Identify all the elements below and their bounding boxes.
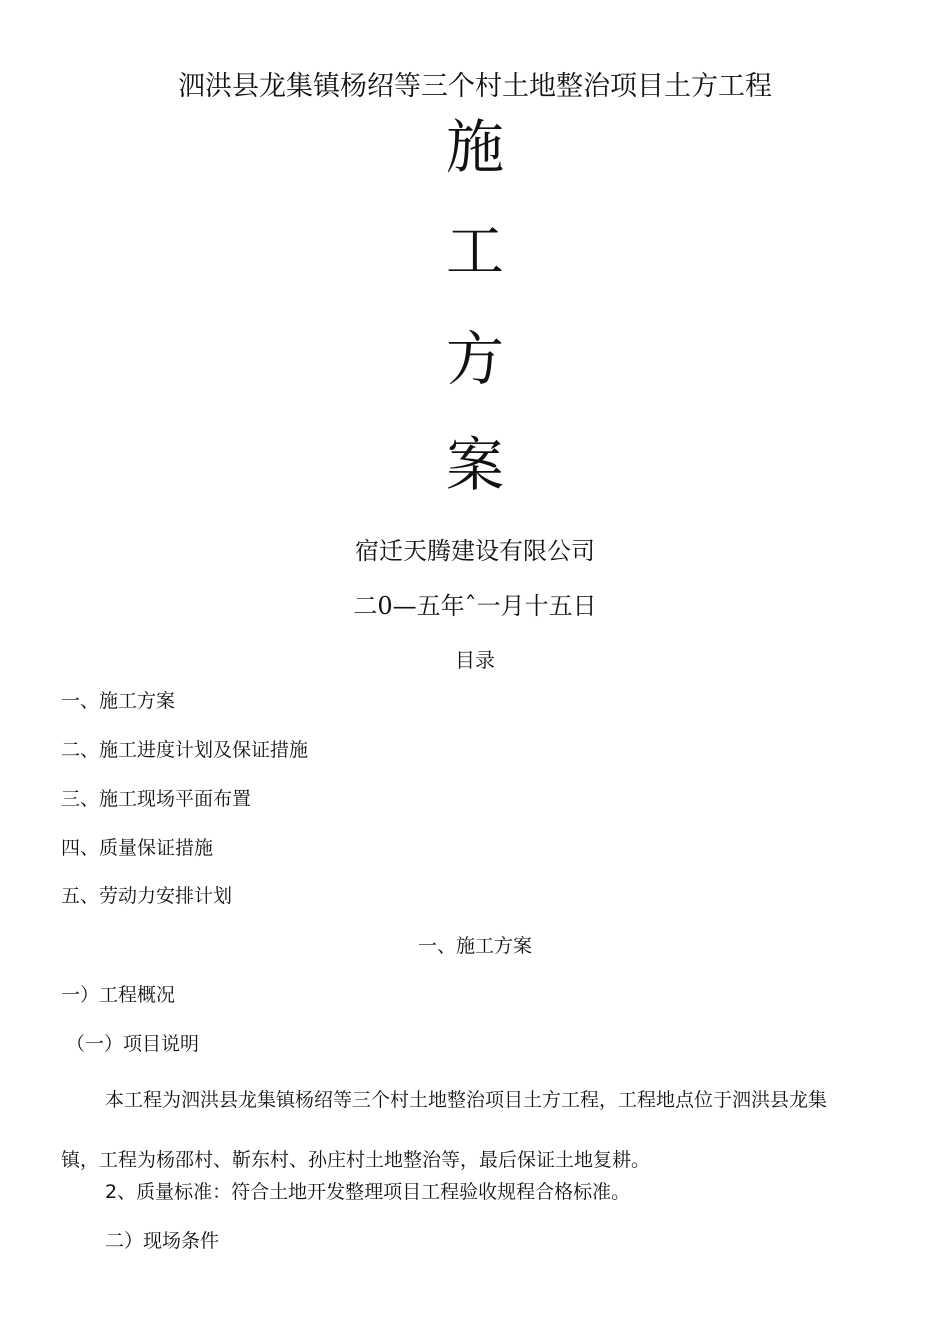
- title-char-4: 案: [445, 431, 504, 499]
- para-prefix: 本工程为: [105, 1089, 182, 1111]
- toc-item: 四、质量保证措施: [61, 837, 214, 859]
- toc-item: 五、劳动力安排计划: [61, 885, 233, 907]
- quality-standard: 2、质量标准：符合土地开发整理项目工程验收规程合格标准。: [105, 1181, 631, 1203]
- title-char-3: 方: [445, 325, 504, 393]
- toc-item: 二、施工进度计划及保证措施: [61, 739, 309, 761]
- document-date: 二0—五年ˆ一月十五日: [353, 592, 597, 620]
- toc-title: 目录: [455, 648, 495, 672]
- title-char-1: 施: [445, 113, 504, 181]
- toc-item: 一、施工方案: [61, 690, 176, 712]
- site-conditions-heading: 二）现场条件: [105, 1230, 220, 1252]
- para-rest: ，工程地点位于泗洪县龙集镇，工程为杨邵村、靳东村、孙庄村土地整治等，最后保证土地复耕。: [61, 1089, 828, 1171]
- section-heading: 一、施工方案: [417, 935, 532, 957]
- subsection-heading: 一）工程概况: [61, 984, 176, 1006]
- company-name: 宿迁天腾建设有限公司: [355, 537, 595, 565]
- title-char-2: 工: [445, 217, 504, 285]
- project-title: 泗洪县龙集镇杨绍等三个村土地整治项目土方工程: [178, 71, 772, 102]
- subsection-heading: （一）项目说明: [66, 1033, 200, 1055]
- project-description-paragraph: [61, 1070, 861, 1190]
- para-project-name: 泗洪县龙集镇杨绍等三个村土地整治项目土方工程: [181, 1089, 600, 1111]
- toc-item: 三、施工现场平面布置: [61, 788, 252, 810]
